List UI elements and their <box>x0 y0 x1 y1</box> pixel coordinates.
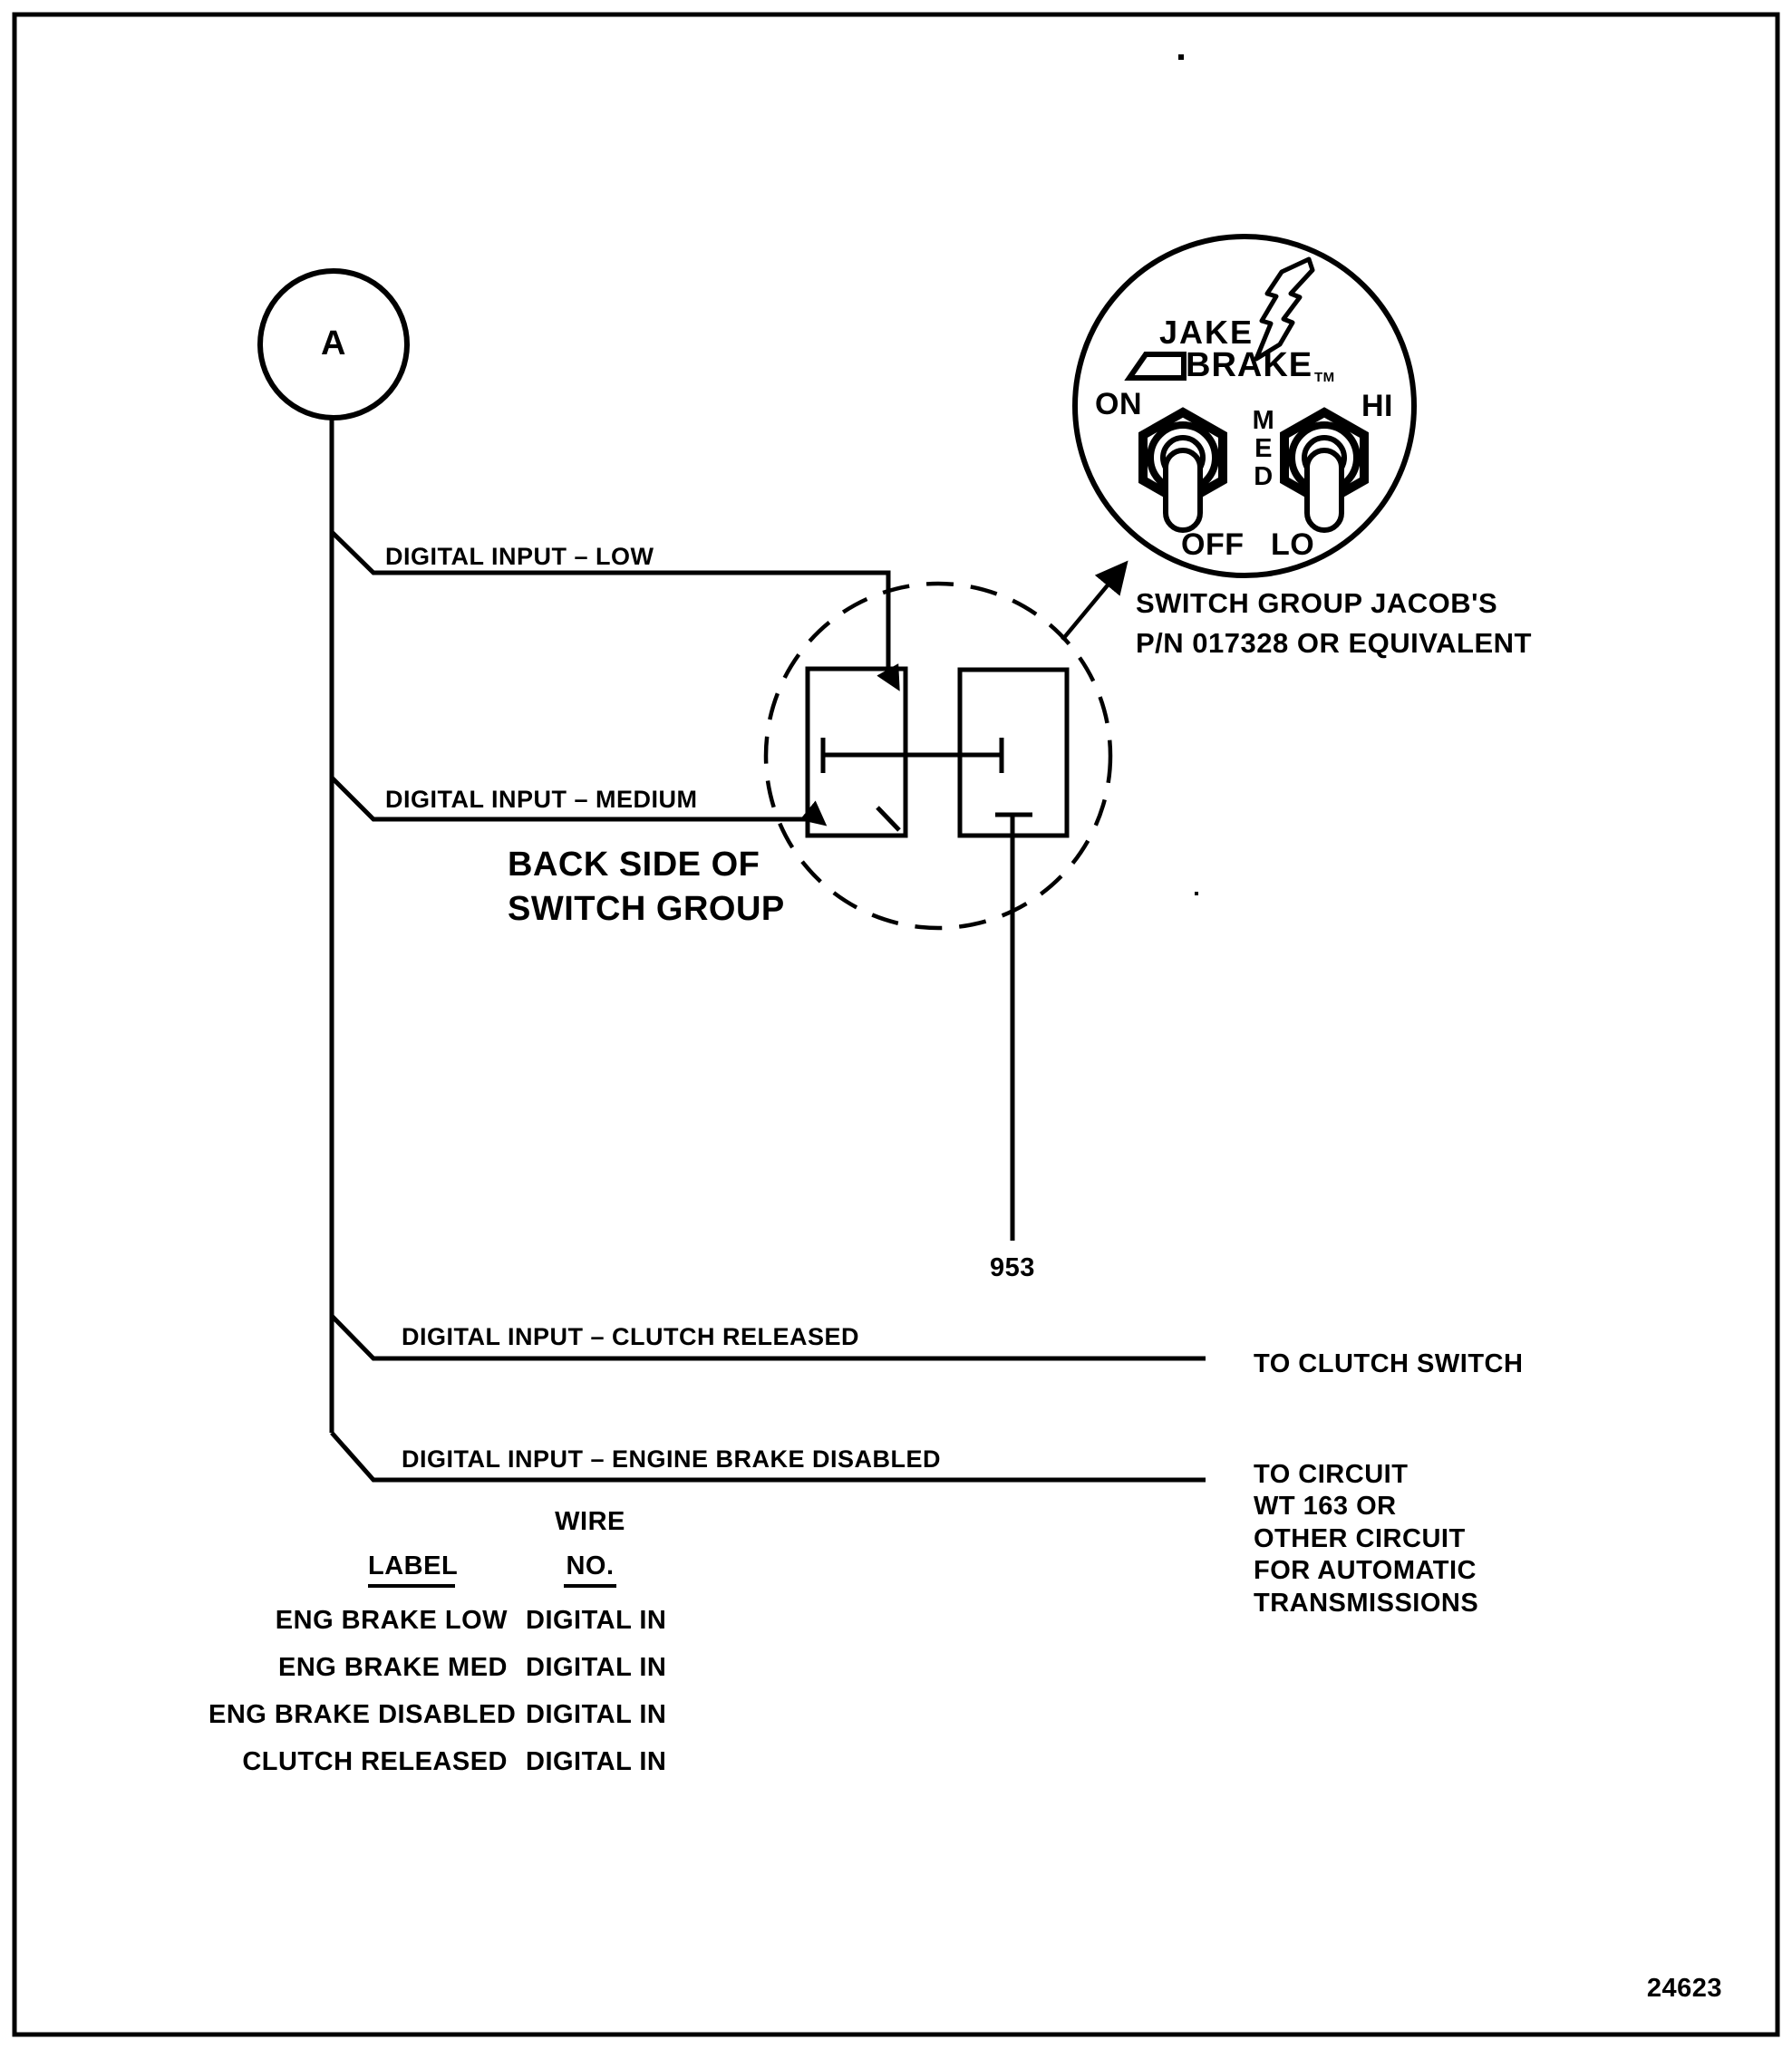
switch-group-caption-line1: SWITCH GROUP JACOB'S <box>1136 587 1498 619</box>
row-label: ENG BRAKE DISABLED <box>208 1700 517 1729</box>
page-border <box>15 14 1777 2035</box>
back-side-line2: SWITCH GROUP <box>508 890 785 929</box>
to-circuit-line: OTHER CIRCUIT <box>1254 1523 1466 1553</box>
to-circuit-text <box>1254 1459 1478 1619</box>
to-circuit-line: WT 163 OR <box>1254 1492 1397 1522</box>
brake-brand-text: BRAKE <box>1186 346 1313 384</box>
hi-position-label: HI <box>1361 389 1393 423</box>
med-letter-e: E <box>1254 434 1273 464</box>
back-side-caption <box>508 843 785 933</box>
brake-shoe-icon <box>1129 354 1184 378</box>
jake-brand-text: JAKE <box>1159 314 1254 351</box>
digital-input-clutch-label: DIGITAL INPUT – CLUTCH RELEASED <box>402 1323 860 1350</box>
digital-input-medium-label: DIGITAL INPUT – MEDIUM <box>385 786 698 813</box>
on-position-label: ON <box>1095 387 1142 421</box>
to-clutch-switch-text: TO CLUTCH SWITCH <box>1254 1349 1524 1378</box>
figure-number: 24623 <box>1646 1974 1722 2003</box>
table-row <box>208 1606 707 1636</box>
label-header: LABEL <box>368 1551 455 1588</box>
digital-input-disabled-label: DIGITAL INPUT – ENGINE BRAKE DISABLED <box>402 1445 942 1473</box>
row-wire: DIGITAL IN <box>526 1606 667 1635</box>
row-wire: DIGITAL IN <box>526 1700 667 1729</box>
row-wire: DIGITAL IN <box>526 1653 667 1682</box>
hi-med-lo-toggle-icon <box>1284 412 1364 530</box>
switch-group-caption-line2: P/N 017328 OR EQUIVALENT <box>1136 627 1532 659</box>
digital-input-low-label: DIGITAL INPUT – LOW <box>385 543 654 570</box>
scan-speck <box>1178 54 1184 60</box>
lightning-bolt-icon <box>1256 259 1313 359</box>
detail-leader-arrow <box>1062 565 1124 640</box>
to-circuit-line: TRANSMISSIONS <box>1254 1588 1479 1618</box>
row-wire: DIGITAL IN <box>526 1747 667 1776</box>
on-off-toggle-icon <box>1143 412 1223 530</box>
lo-position-label: LO <box>1271 527 1315 562</box>
row-label: CLUTCH RELEASED <box>242 1747 508 1776</box>
med-letter-m: M <box>1252 406 1275 435</box>
med-letter-d: D <box>1254 462 1274 492</box>
connector-a-label: A <box>321 324 346 362</box>
table-row <box>208 1700 707 1730</box>
table-row <box>208 1653 707 1683</box>
to-circuit-line: FOR AUTOMATIC <box>1254 1556 1477 1586</box>
wire-953-label: 953 <box>990 1253 1035 1282</box>
back-side-line1: BACK SIDE OF <box>508 846 760 884</box>
wire-no-header-line2: NO. <box>564 1551 616 1588</box>
row-label: ENG BRAKE LOW <box>275 1606 508 1635</box>
scan-speck <box>1195 892 1198 895</box>
to-circuit-line: TO CIRCUIT <box>1254 1460 1409 1489</box>
wire-953 <box>995 815 1032 1241</box>
row-label: ENG BRAKE MED <box>277 1653 508 1682</box>
trademark-text: TM <box>1314 370 1335 385</box>
table-row <box>208 1747 707 1777</box>
off-position-label: OFF <box>1181 527 1245 562</box>
med-position-label <box>1249 407 1278 491</box>
wire-no-header-line1: WIRE <box>555 1507 625 1536</box>
